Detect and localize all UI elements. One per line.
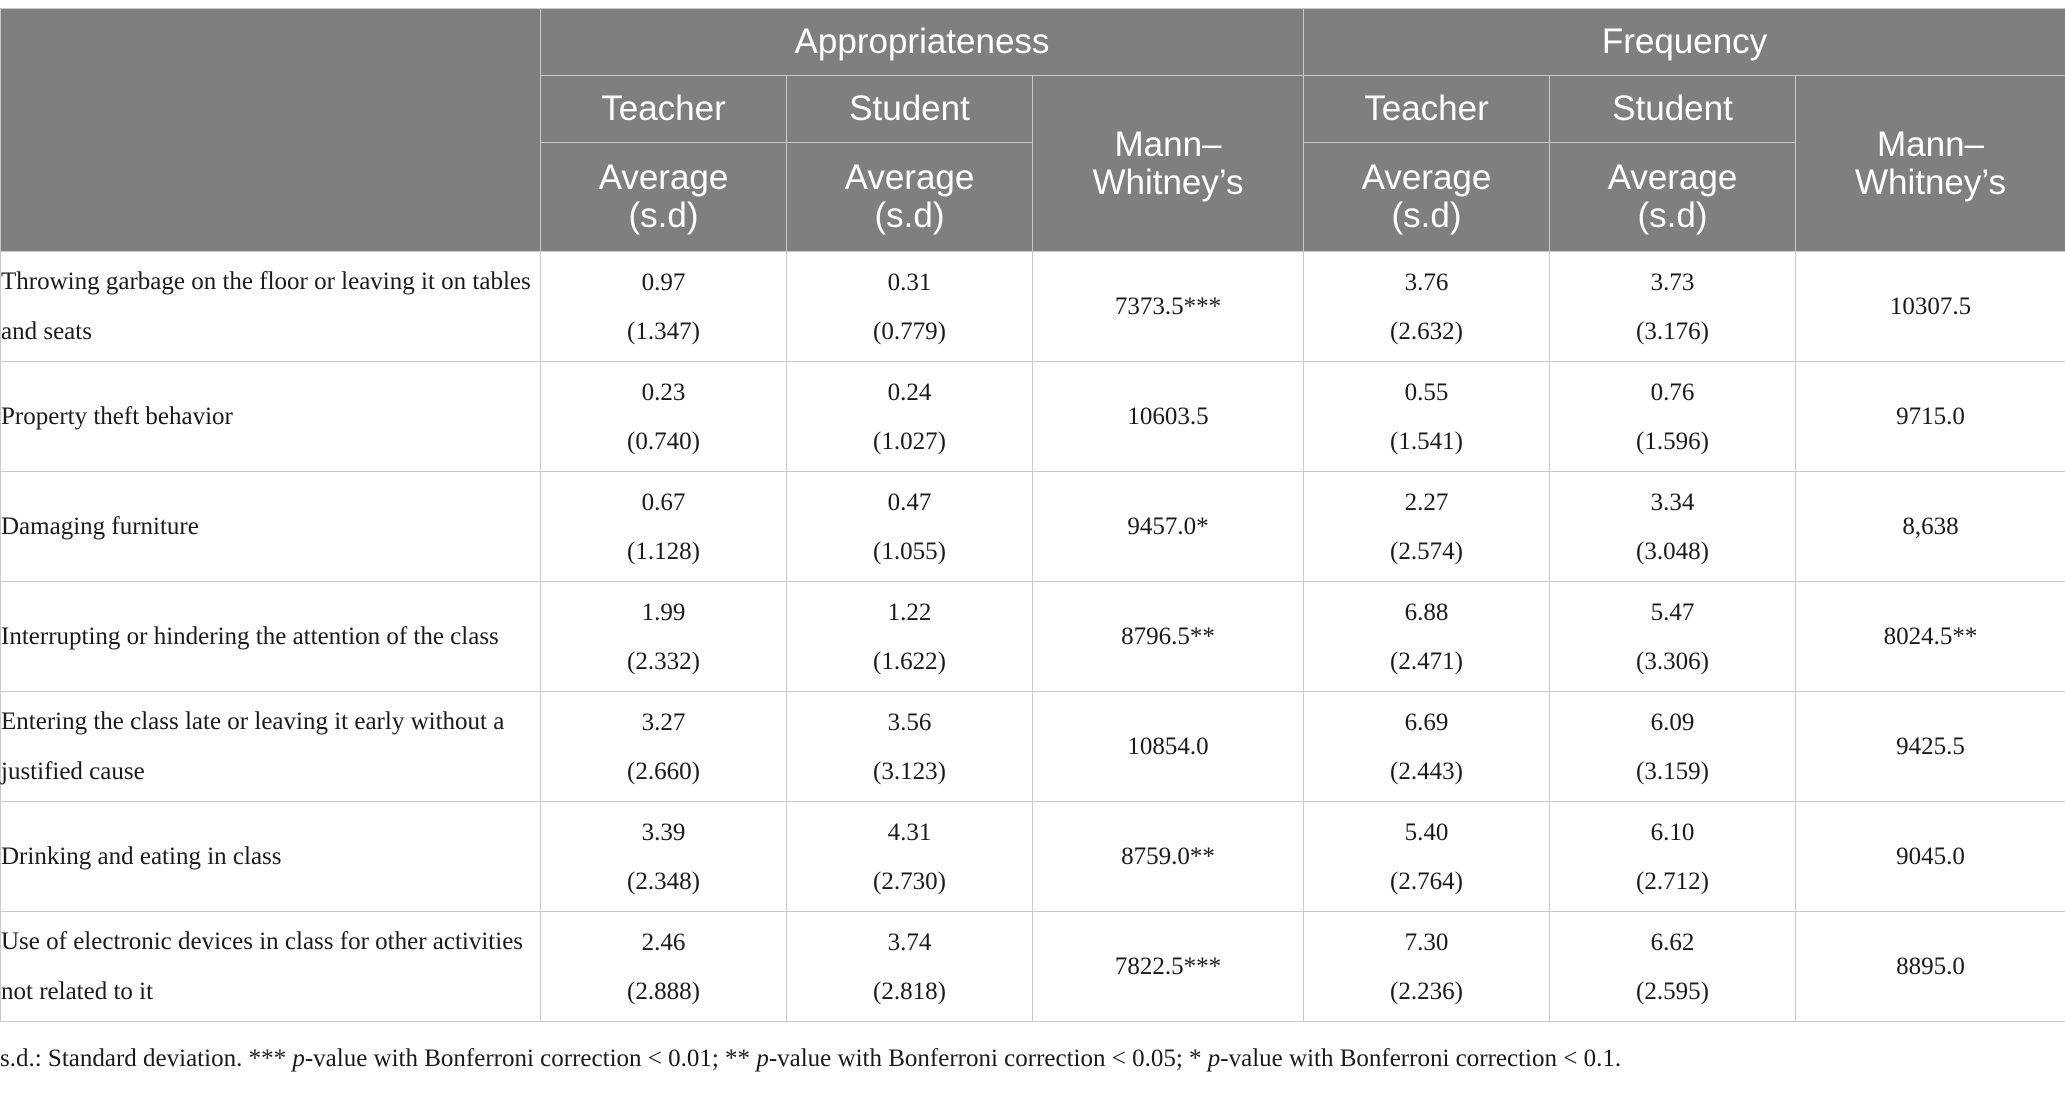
app-student-cell xyxy=(787,252,1033,362)
freq-student-cell xyxy=(1550,362,1796,472)
table-row xyxy=(1,912,2065,1022)
app-teacher-cell xyxy=(541,582,787,692)
value-average: 2.46 xyxy=(641,928,686,956)
freq-mann-whitney-value: 9045.0 xyxy=(1796,802,2065,912)
value-average: 5.47 xyxy=(1650,598,1695,626)
table-row xyxy=(1,472,2065,582)
value-sd: (2.471) xyxy=(1390,647,1463,675)
value-average: 4.31 xyxy=(887,818,932,846)
app-student-cell xyxy=(787,362,1033,472)
value-sd: (3.123) xyxy=(873,757,946,785)
behavior-label: Drinking and eating in class xyxy=(1,802,541,912)
app-student-average-header xyxy=(787,143,1033,252)
app-student-cell xyxy=(787,472,1033,582)
behavior-label: Throwing garbage on the floor or leaving it on tables and seats xyxy=(1,252,541,362)
value-average: 3.76 xyxy=(1404,268,1449,296)
freq-teacher-cell xyxy=(1304,802,1550,912)
value-average: 0.24 xyxy=(887,378,932,406)
freq-teacher-cell xyxy=(1304,472,1550,582)
value-average: 0.76 xyxy=(1650,378,1695,406)
value-average: 6.09 xyxy=(1650,708,1695,736)
freq-student-cell xyxy=(1550,912,1796,1022)
app-student-cell xyxy=(787,802,1033,912)
app-teacher-cell xyxy=(541,362,787,472)
behavior-label: Interrupting or hindering the attention of the class xyxy=(1,582,541,692)
footnote-part1: s.d.: Standard deviation. *** xyxy=(0,1045,293,1072)
app-teacher-cell xyxy=(541,472,787,582)
freq-student-cell xyxy=(1550,692,1796,802)
table-row xyxy=(1,802,2065,912)
average-label: Average xyxy=(844,158,975,197)
app-student-cell xyxy=(787,692,1033,802)
freq-student-cell xyxy=(1550,582,1796,692)
freq-student-average-header xyxy=(1550,143,1796,252)
footnote-part2: -value with Bonferroni correction < 0.01; ** xyxy=(304,1045,757,1072)
table-row xyxy=(1,582,2065,692)
value-sd: (3.159) xyxy=(1636,757,1709,785)
app-teacher-cell xyxy=(541,912,787,1022)
freq-teacher-cell xyxy=(1304,912,1550,1022)
mw-line2: Whitney’s xyxy=(1092,162,1244,202)
value-sd: (1.027) xyxy=(873,427,946,455)
behavior-label: Damaging furniture xyxy=(1,472,541,582)
freq-mann-whitney-value: 8024.5** xyxy=(1796,582,2065,692)
freq-teacher-header: Teacher xyxy=(1304,76,1550,143)
value-sd: (2.660) xyxy=(627,757,700,785)
table-row xyxy=(1,692,2065,802)
freq-teacher-cell xyxy=(1304,582,1550,692)
row-label-header xyxy=(1,9,541,252)
value-average: 7.30 xyxy=(1404,928,1449,956)
frequency-header: Frequency xyxy=(1304,9,2065,76)
value-sd: (2.236) xyxy=(1390,977,1463,1005)
value-average: 3.34 xyxy=(1650,488,1695,516)
mw-line1: Mann– xyxy=(1114,124,1222,164)
average-label: Average xyxy=(1607,158,1738,197)
value-average: 1.99 xyxy=(641,598,686,626)
app-mann-whitney-value: 7822.5*** xyxy=(1033,912,1304,1022)
freq-mann-whitney-value: 9715.0 xyxy=(1796,362,2065,472)
app-mann-whitney-value: 9457.0* xyxy=(1033,472,1304,582)
value-average: 3.27 xyxy=(641,708,686,736)
value-sd: (2.574) xyxy=(1390,537,1463,565)
freq-teacher-cell xyxy=(1304,692,1550,802)
sd-label: (s.d) xyxy=(1391,196,1462,235)
value-sd: (1.541) xyxy=(1390,427,1463,455)
footnote-p: p xyxy=(292,1045,305,1072)
freq-student-cell xyxy=(1550,472,1796,582)
app-mann-whitney-value: 8759.0** xyxy=(1033,802,1304,912)
value-average: 3.56 xyxy=(887,708,932,736)
app-mann-whitney-header xyxy=(1033,76,1304,252)
value-sd: (2.443) xyxy=(1390,757,1463,785)
value-sd: (0.779) xyxy=(873,317,946,345)
value-sd: (2.764) xyxy=(1390,867,1463,895)
freq-mann-whitney-header xyxy=(1796,76,2065,252)
footnote-p: p xyxy=(1207,1045,1221,1072)
value-sd: (1.596) xyxy=(1636,427,1709,455)
value-average: 3.39 xyxy=(641,818,686,846)
value-sd: (0.740) xyxy=(627,427,700,455)
value-sd: (2.712) xyxy=(1636,867,1709,895)
footnote-p: p xyxy=(756,1045,769,1072)
average-label: Average xyxy=(598,158,729,197)
average-label: Average xyxy=(1361,158,1492,197)
appropriateness-header: Appropriateness xyxy=(541,9,1304,76)
mw-line2: Whitney’s xyxy=(1854,162,2007,202)
app-teacher-cell xyxy=(541,692,787,802)
value-sd: (1.622) xyxy=(873,647,946,675)
app-mann-whitney-value: 10603.5 xyxy=(1033,362,1304,472)
value-sd: (2.332) xyxy=(627,647,700,675)
app-teacher-average-header xyxy=(541,143,787,252)
value-sd: (2.888) xyxy=(627,977,700,1005)
mw-line1: Mann– xyxy=(1876,124,1985,164)
app-student-cell xyxy=(787,582,1033,692)
table-row xyxy=(1,362,2065,472)
value-sd: (1.128) xyxy=(627,537,700,565)
freq-teacher-cell xyxy=(1304,252,1550,362)
value-average: 3.74 xyxy=(887,928,932,956)
freq-teacher-cell xyxy=(1304,362,1550,472)
value-sd: (3.306) xyxy=(1636,647,1709,675)
app-teacher-header: Teacher xyxy=(541,76,787,143)
value-sd: (1.347) xyxy=(627,317,700,345)
freq-student-cell xyxy=(1550,802,1796,912)
freq-teacher-average-header xyxy=(1304,143,1550,252)
app-student-header: Student xyxy=(787,76,1033,143)
freq-mann-whitney-value: 9425.5 xyxy=(1796,692,2065,802)
behavior-label: Entering the class late or leaving it early without a justified cause xyxy=(1,692,541,802)
results-table xyxy=(0,8,2065,1022)
sd-label: (s.d) xyxy=(1637,196,1708,235)
value-sd: (2.632) xyxy=(1390,317,1463,345)
value-average: 6.88 xyxy=(1404,598,1449,626)
value-average: 6.62 xyxy=(1650,928,1695,956)
value-average: 6.10 xyxy=(1650,818,1695,846)
value-average: 0.47 xyxy=(887,488,932,516)
freq-mann-whitney-value: 8895.0 xyxy=(1796,912,2065,1022)
value-sd: (1.055) xyxy=(873,537,946,565)
value-average: 2.27 xyxy=(1404,488,1449,516)
value-average: 0.23 xyxy=(641,378,686,406)
value-sd: (2.348) xyxy=(627,867,700,895)
value-average: 0.67 xyxy=(641,488,686,516)
behavior-label: Use of electronic devices in class for other activities not related to it xyxy=(1,912,541,1022)
value-average: 0.97 xyxy=(641,268,686,296)
app-mann-whitney-value: 10854.0 xyxy=(1033,692,1304,802)
value-average: 0.55 xyxy=(1404,378,1449,406)
value-sd: (2.595) xyxy=(1636,977,1709,1005)
freq-mann-whitney-value: 8,638 xyxy=(1796,472,2065,582)
value-average: 5.40 xyxy=(1404,818,1449,846)
footnote-part3: -value with Bonferroni correction < 0.05; * xyxy=(768,1045,1208,1072)
value-sd: (3.176) xyxy=(1636,317,1709,345)
freq-student-header: Student xyxy=(1550,76,1796,143)
app-student-cell xyxy=(787,912,1033,1022)
table-footnote xyxy=(0,1045,1621,1073)
app-teacher-cell xyxy=(541,802,787,912)
freq-student-cell xyxy=(1550,252,1796,362)
value-average: 1.22 xyxy=(887,598,932,626)
freq-mann-whitney-value: 10307.5 xyxy=(1796,252,2065,362)
sd-label: (s.d) xyxy=(628,196,699,235)
value-average: 0.31 xyxy=(887,268,932,296)
value-sd: (3.048) xyxy=(1636,537,1709,565)
sd-label: (s.d) xyxy=(874,196,945,235)
app-mann-whitney-value: 7373.5*** xyxy=(1033,252,1304,362)
app-mann-whitney-value: 8796.5** xyxy=(1033,582,1304,692)
app-teacher-cell xyxy=(541,252,787,362)
value-average: 6.69 xyxy=(1404,708,1449,736)
behavior-label: Property theft behavior xyxy=(1,362,541,472)
value-sd: (2.730) xyxy=(873,867,946,895)
value-sd: (2.818) xyxy=(873,977,946,1005)
footnote-part4: -value with Bonferroni correction < 0.1. xyxy=(1220,1045,1622,1072)
table-row xyxy=(1,252,2065,362)
value-average: 3.73 xyxy=(1650,268,1695,296)
